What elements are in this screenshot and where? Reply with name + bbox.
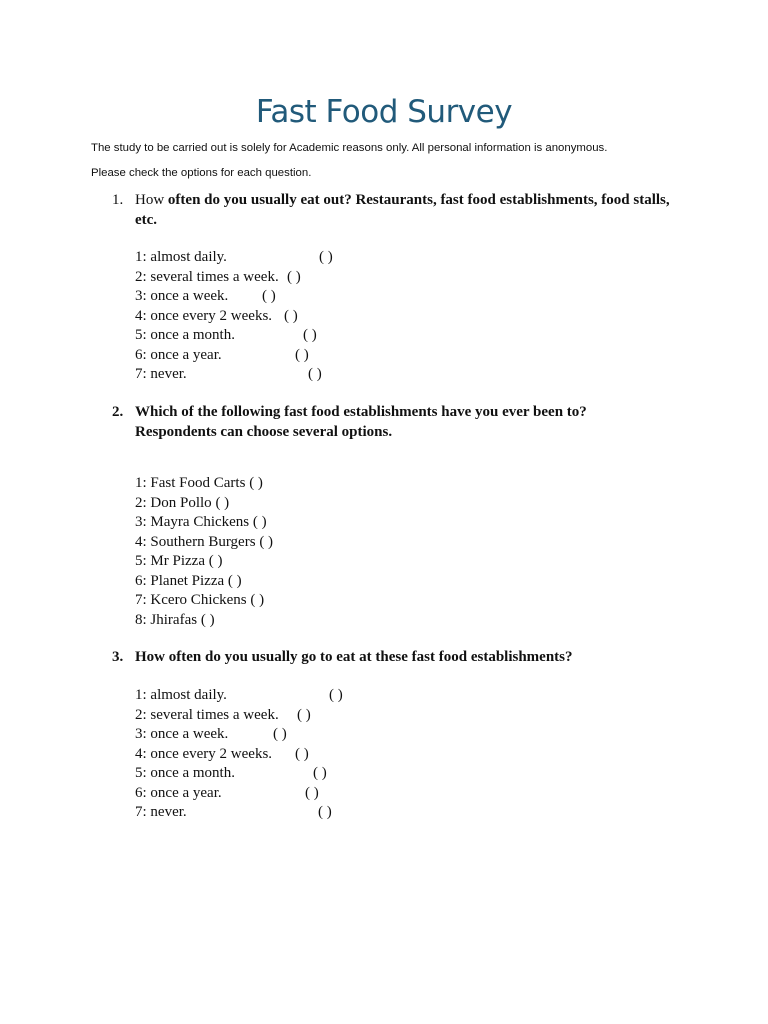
option-checkbox[interactable]: ( ) (329, 687, 343, 703)
question-bold-text: How often do you usually go to eat at these fast food establishments? (135, 649, 573, 665)
option-label: 5: Mr Pizza (135, 553, 205, 569)
option-label: 4: once every 2 weeks. (135, 745, 273, 762)
option-checkbox[interactable]: ( ) (295, 346, 309, 363)
question-3-options (135, 686, 343, 823)
question-text (135, 190, 695, 230)
option-label: 3: once a week. (135, 288, 229, 304)
option-checkbox[interactable]: ( ) (303, 327, 317, 343)
option-item (135, 803, 332, 823)
option-label: 6: once a year. (135, 784, 222, 801)
option-item (135, 725, 287, 745)
option-label: 3: once a week. (135, 726, 229, 742)
option-label: 6: Planet Pizza (135, 572, 225, 589)
option-label: 1: almost daily. (135, 687, 227, 703)
option-checkbox[interactable]: ( ) (308, 366, 322, 382)
option-item (135, 326, 317, 346)
option-item (135, 572, 273, 592)
question-1-options (135, 248, 333, 385)
option-checkbox[interactable]: ( ) (319, 249, 333, 265)
option-label: 2: several times a week. (135, 268, 279, 285)
option-checkbox[interactable]: ( ) (249, 475, 263, 491)
option-label: 8: Jhirafas (135, 611, 198, 628)
option-item (135, 287, 279, 307)
question-prefix: How (135, 192, 168, 208)
question-number: 1. (112, 192, 124, 208)
option-item (135, 365, 322, 385)
option-item (135, 784, 319, 804)
option-checkbox[interactable]: ( ) (313, 765, 327, 781)
option-label: 5: once a month. (135, 765, 235, 781)
option-checkbox[interactable]: ( ) (262, 288, 276, 304)
question-2-options (135, 474, 273, 630)
option-label: 7: never. (135, 804, 187, 820)
intro-statement: The study to be carried out is solely for Academic reasons only. All personal information is anonymous. (91, 142, 608, 154)
option-item (135, 686, 343, 706)
option-label: 2: Don Pollo (135, 494, 212, 511)
option-item (135, 533, 273, 553)
option-label: 2: several times a week. (135, 706, 279, 723)
question-text (135, 647, 695, 667)
option-checkbox[interactable]: ( ) (227, 572, 242, 589)
option-checkbox[interactable]: ( ) (287, 268, 301, 285)
option-label: 6: once a year. (135, 346, 222, 363)
option-item (135, 745, 309, 765)
option-item (135, 764, 327, 784)
option-checkbox[interactable]: ( ) (259, 533, 274, 550)
option-checkbox[interactable]: ( ) (208, 553, 223, 569)
option-checkbox[interactable]: ( ) (273, 726, 287, 742)
option-label: 3: Mayra Chickens (135, 514, 250, 530)
option-checkbox[interactable]: ( ) (200, 611, 215, 628)
option-item (135, 346, 309, 366)
option-label: 5: once a month. (135, 327, 235, 343)
option-label: 1: almost daily. (135, 249, 227, 265)
option-item (135, 248, 333, 268)
question-number: 2. (112, 404, 124, 420)
option-item (135, 591, 273, 611)
option-label: 1: Fast Food Carts (135, 475, 246, 491)
option-item (135, 513, 273, 533)
option-item (135, 474, 273, 494)
page-title: Fast Food Survey (255, 94, 513, 130)
option-item (135, 611, 273, 631)
option-item (135, 552, 273, 572)
option-checkbox[interactable]: ( ) (250, 592, 265, 608)
option-checkbox[interactable]: ( ) (305, 784, 319, 801)
instructions: Please check the options for each question. (91, 167, 312, 179)
option-item (135, 307, 298, 327)
option-item (135, 706, 311, 726)
option-checkbox[interactable]: ( ) (215, 494, 230, 511)
question-bold-text: often do you usually eat out? Restaurants, fast food establishments, food stalls, etc. (135, 192, 670, 228)
option-label: 4: once every 2 weeks. (135, 307, 273, 324)
option-label: 7: Kcero Chickens (135, 592, 247, 608)
option-item (135, 494, 273, 514)
option-checkbox[interactable]: ( ) (295, 745, 309, 762)
option-label: 4: Southern Burgers (135, 533, 256, 550)
option-checkbox[interactable]: ( ) (252, 514, 267, 530)
option-label: 7: never. (135, 366, 187, 382)
option-checkbox[interactable]: ( ) (318, 804, 332, 820)
question-text (135, 402, 605, 442)
question-bold-text: Which of the following fast food establishments have you ever been to? Respondents can choose several options. (135, 404, 587, 440)
question-number: 3. (112, 649, 124, 665)
option-item (135, 268, 301, 288)
option-checkbox[interactable]: ( ) (297, 706, 311, 723)
option-checkbox[interactable]: ( ) (284, 307, 298, 324)
